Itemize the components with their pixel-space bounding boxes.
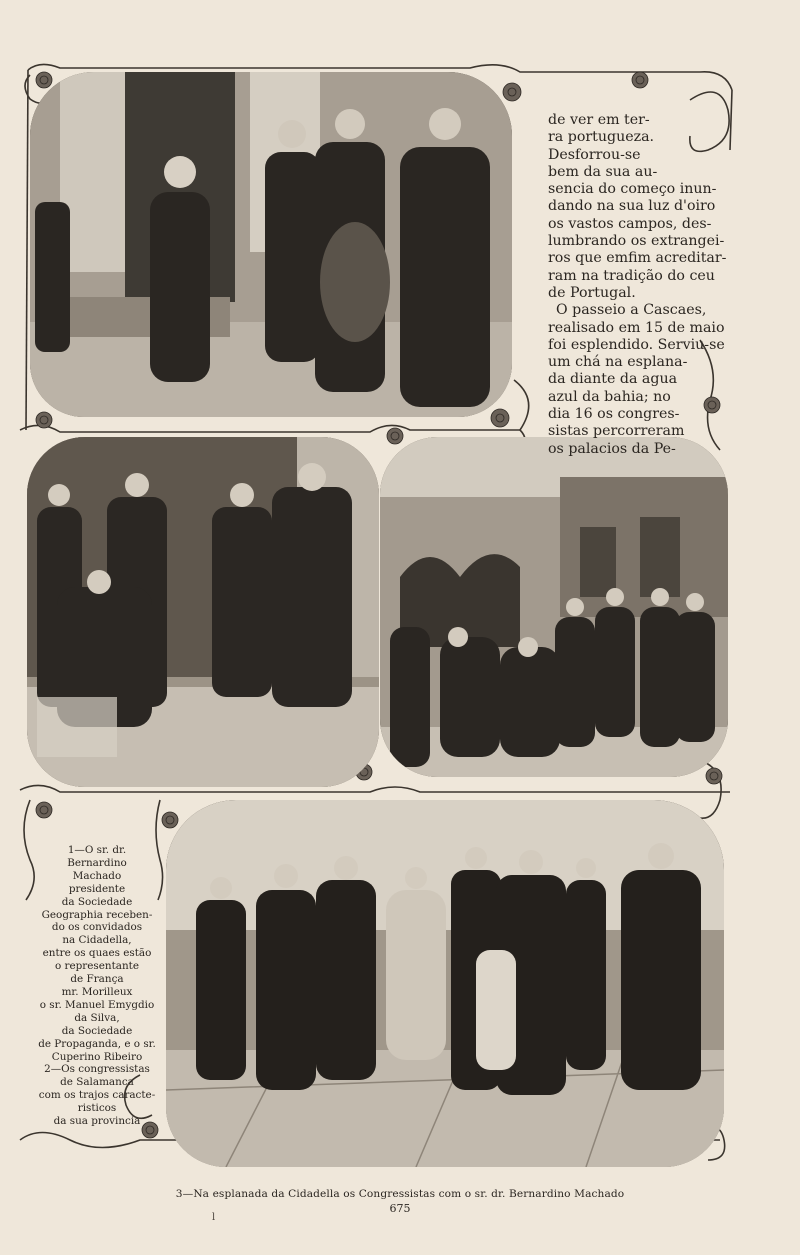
caption-line: o sr. Manuel Emygdio [39,998,155,1011]
caption-line: Machado [72,869,122,882]
caption-line: da Sociedade [61,895,133,908]
caption-line: Cuperino Ribeiro [51,1050,143,1063]
article-line: O passeio a Cascaes, [556,302,707,319]
photo-group-entrance [30,72,512,417]
article-line: os palacios da Pe- [548,440,676,457]
caption-line: o representante [54,960,139,973]
article-line: ra portugueza. [548,129,655,146]
caption-line: Bernardino [67,856,127,869]
caption-line: da Silva, [74,1011,120,1024]
caption-line: risticos [77,1102,117,1115]
article-line: um chá na esplana- [548,354,688,371]
article-line: lumbrando os extrangei- [548,233,725,250]
article-line: foi esplendido. Serviu-se [548,336,725,353]
caption-line: com os trajos caracte- [38,1089,156,1102]
article-line: de Portugal. [548,284,636,301]
bottom-caption: 3—Na esplanada da Cidadella os Congressistas com o sr. dr. Bernardino Machado [175,1188,625,1200]
photo-terrace-gathering [380,437,728,777]
photo-esplanade-congressists [166,800,724,1167]
caption-line: na Cidadella, [62,934,132,947]
caption-line: de Propaganda, e o sr. [38,1037,156,1050]
printer-mark: l [212,1212,216,1223]
article-line: dia 16 os congres- [548,406,680,423]
photo-caption [24,844,170,1128]
article-text [548,112,734,458]
caption-line: mr. Morilleux [61,985,133,998]
article-line: azul da bahia; no [548,388,671,405]
caption-line: entre os quaes estão [42,947,152,960]
caption-line: de Salamanca [60,1076,134,1089]
caption-line: presidente [68,882,126,895]
article-line: da diante da agua [548,371,678,388]
caption-line: da sua provincia [53,1115,141,1128]
article-line: ram na tradição do ceu [548,267,715,284]
caption-line: de França [70,973,124,986]
article-line: bem da sua au- [548,163,658,180]
article-line: realisado em 15 de maio [548,319,725,336]
article-line: de ver em ter- [548,112,650,128]
caption-line: da Sociedade [61,1024,133,1037]
article-line: os vastos campos, des- [548,215,712,232]
article-line: ros que emfim acreditar- [548,250,727,267]
caption-line: Geographia receben- [41,908,153,921]
article-line: sencia do começo inun- [548,181,717,198]
photo-salamanca-delegates [27,437,379,787]
caption-line: 2—Os congressistas [44,1063,150,1076]
article-line: sistas percorreram [548,423,685,440]
caption-line: do os convidados [51,921,143,934]
article-line: Desforrou-se [548,146,641,163]
caption-line: 1—O sr. dr. [67,844,127,856]
article-line: dando na sua luz d'oiro [548,198,716,215]
page-number: 675 [389,1202,411,1215]
